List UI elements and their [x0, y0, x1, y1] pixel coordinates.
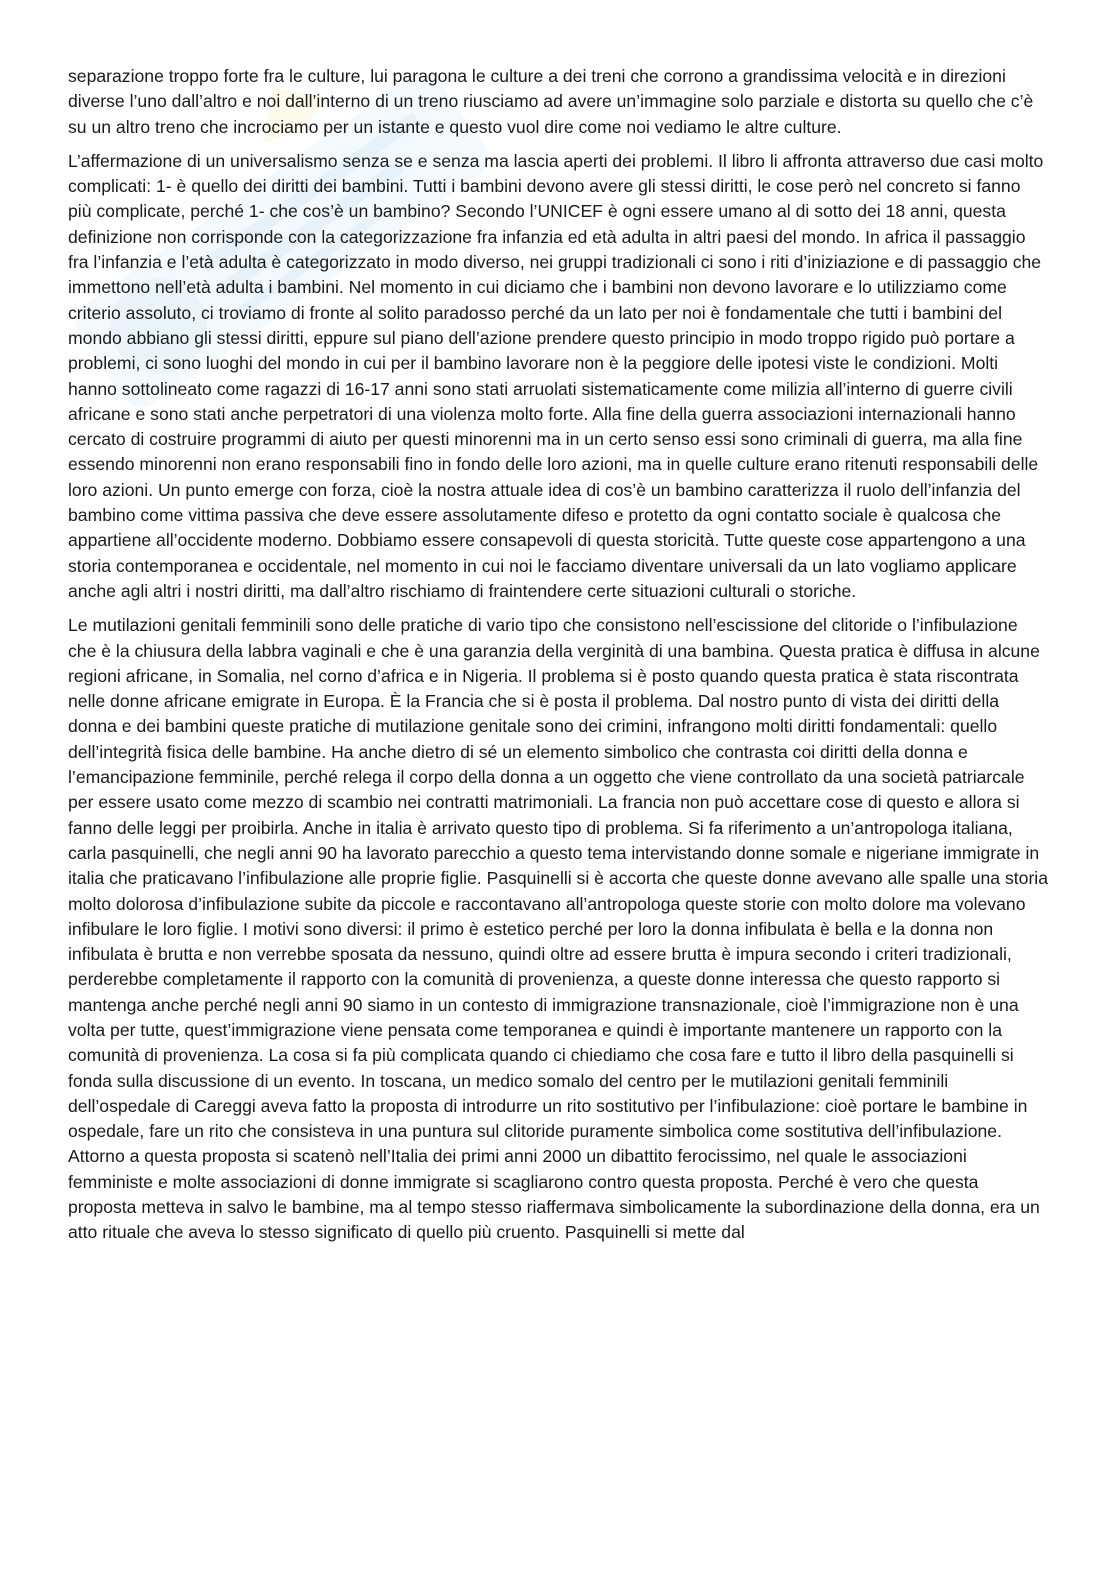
document-body: [68, 64, 1048, 1255]
paragraph-3: Le mutilazioni genitali femminili sono delle pratiche di vario tipo che consistono nell’escissione del clitoride o l’infibulazione che è la chiusura della labbra vaginali e che è una garanzia della verginità di una bambina. Questa pratica è diffusa in alcune regioni africane, in Somalia, nel corno d’africa e in Nigeria. Il problema si è posto quando questa pratica è stata riscontrata nelle donne africane emigrate in Europa. È la Francia che si è posta il problema. Dal nostro punto di vista dei diritti della donna e dei bambini queste pratiche di mutilazione genitale sono dei crimini, infrangono molti diritti fondamentali: quello dell’integrità fisica delle bambine. Ha anche dietro di sé un elemento simbolico che contrasta coi diritti della donna e l’emancipazione femminile, perché relega il corpo della donna a un oggetto che viene controllato da una società patriarcale per essere usato come mezzo di scambio nei contratti matrimoniali. La francia non può accettare cose di questo e allora si fanno delle leggi per proibirla. Anche in italia è arrivato questo tipo di problema. Si fa riferimento a un’antropologa italiana, carla pasquinelli, che negli anni 90 ha lavorato parecchio a questo tema intervistando donne somale e nigeriane immigrate in italia che praticavano l’infibulazione alle proprie figlie. Pasquinelli si è accorta che queste donne avevano alle spalle una storia molto dolorosa d’infibulazione subite da piccole e raccontavano all’antropologa queste storie con molto dolore ma volevano infibulare le loro figlie. I motivi sono diversi: il primo è estetico perché per loro la donna infibulata è bella e la donna non infibulata è brutta e non verrebbe sposata da nessuno, quindi oltre ad essere brutta è impura secondo i criteri tradizionali, perderebbe completamente il rapporto con la comunità di provenienza, a queste donne interessa che questo rapporto si mantenga anche perché negli anni 90 siamo in un contesto di immigrazione transnazionale, cioè l’immigrazione non è una volta per tutte, quest’immigrazione viene pensata come temporanea e quindi è importante mantenere un rapporto con la comunità di provenienza. La cosa si fa più complicata quando ci chiediamo che cosa fare e tutto il libro della pasquinelli si fonda sulla discussione di un evento. In toscana, un medico somalo del centro per le mutilazioni genitali femminili dell’ospedale di Careggi aveva fatto la proposta di introdurre un rito sostitutivo per l’infibulazione: cioè portare le bambine in ospedale, fare un rito che consisteva in una puntura sul clitoride puramente simbolica come sostitutiva dell’infibulazione. Attorno a questa proposta si scatenò nell’Italia dei primi anni 2000 un dibattito ferocissimo, nel quale le associazioni femministe e molte associazioni di donne immigrate si scagliarono contro questa proposta. Perché è vero che questa proposta metteva in salvo le bambine, ma al tempo stesso riaffermava simbolicamente la subordinazione della donna, era un atto rituale che aveva lo stesso significato di quello più cruento. Pasquinelli si mette dal: [68, 615, 1048, 1243]
paragraph-1: separazione troppo forte fra le culture, lui paragona le culture a dei treni che corrono a grandissima velocità e in direzioni diverse l’uno dall’altro e noi dall’interno di un treno riusciamo ad avere un’immagine solo parziale e distorta su quello che c’è su un altro treno che incrociamo per un istante e questo vuol dire come noi vediamo le altre culture.: [68, 66, 1034, 137]
paragraph-2: L’affermazione di un universalismo senza se e senza ma lascia aperti dei problemi. Il libro li affronta attraverso due casi molto complicati: 1- è quello dei diritti dei bambini. Tutti i bambini devono avere gli stessi diritti, le cose però nel concreto si fanno più complicate, perché 1- che cos’è un bambino? Secondo l’UNICEF è ogni essere umano al di sotto dei 18 anni, questa definizione non corrisponde con la categorizzazione fra infanzia ed età adulta in altri paesi del mondo. In africa il passaggio fra l’infanzia e l’età adulta è categorizzato in modo diverso, nei gruppi tradizionali ci sono i riti d’iniziazione e di passaggio che immettono nell’età adulta i bambini. Nel momento in cui diciamo che i bambini non devono lavorare e lo utilizziamo come criterio assoluto, ci troviamo di fronte al solito paradosso perché da un lato per noi è fondamentale che tutti i bambini del mondo abbiano gli stessi diritti, eppure sul piano dell’azione prendere questo principio in modo troppo rigido può portare a problemi, ci sono luoghi del mondo in cui per il bambino lavorare non è la peggiore delle ipotesi viste le condizioni. Molti hanno sottolineato come ragazzi di 16-17 anni sono stati arruolati sistematicamente come milizia all’interno di guerre civili africane e sono stati anche perpetratori di una violenza molto forte. Alla fine della guerra associazioni internazionali hanno cercato di costruire programmi di aiuto per questi minorenni ma in un certo senso essi sono criminali di guerra, ma alla fine essendo minorenni non erano responsabili fino in fondo delle loro azioni, ma in quelle culture erano ritenuti responsabili delle loro azioni. Un punto emerge con forza, cioè la nostra attuale idea di cos’è un bambino caratterizza il ruolo dell’infanzia del bambino come vittima passiva che deve essere assolutamente difeso e protetto da ogni contatto sociale è qualcosa che appartiene all’occidente moderno. Dobbiamo essere consapevoli di questa storicità. Tutte queste cose appartengono a una storia contemporanea e occidentale, nel momento in cui noi le facciamo diventare universali da un lato vogliamo applicare anche agli altri i nostri diritti, ma dall’altro rischiamo di fraintendere certe situazioni culturali o storiche.: [68, 150, 1044, 601]
